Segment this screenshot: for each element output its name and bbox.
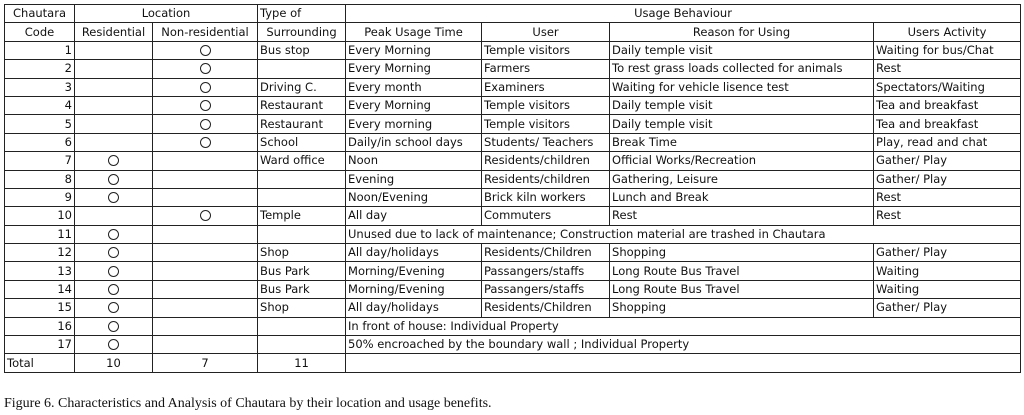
- non-residential-cell: [153, 336, 258, 354]
- circle-mark-icon: [108, 229, 119, 240]
- chautara-code: 2: [5, 60, 75, 78]
- table-row: [5, 78, 1021, 96]
- circle-mark-icon: [200, 45, 211, 56]
- peak-usage-time: Daily/in school days: [346, 133, 482, 151]
- non-residential-cell: [153, 262, 258, 280]
- reason-for-using: To rest grass loads collected for animals: [610, 60, 874, 78]
- circle-mark-icon: [108, 339, 119, 350]
- reason-for-using: Daily temple visit: [610, 96, 874, 114]
- peak-usage-time: Every Morning: [346, 96, 482, 114]
- reason-for-using: Long Route Bus Travel: [610, 280, 874, 298]
- surrounding-type: [258, 317, 346, 335]
- reason-for-using: Daily temple visit: [610, 41, 874, 59]
- user: Examiners: [482, 78, 610, 96]
- usage-note: Unused due to lack of maintenance; Construction material are trashed in Chautara: [346, 225, 1021, 243]
- peak-usage-time: Noon/Evening: [346, 188, 482, 206]
- non-residential-cell: [153, 152, 258, 170]
- surrounding-type: Bus Park: [258, 262, 346, 280]
- residential-cell: [75, 280, 153, 298]
- table-row: [5, 336, 1021, 354]
- users-activity: Waiting: [874, 280, 1021, 298]
- figure-table-wrapper: [4, 4, 1020, 373]
- user: Temple visitors: [482, 96, 610, 114]
- non-residential-cell: [153, 41, 258, 59]
- surrounding-type: School: [258, 133, 346, 151]
- table-row: [5, 225, 1021, 243]
- peak-usage-time: Every Morning: [346, 60, 482, 78]
- table-row: [5, 244, 1021, 262]
- chautara-code: 17: [5, 336, 75, 354]
- surrounding-type: [258, 170, 346, 188]
- chautara-code: 7: [5, 152, 75, 170]
- residential-cell: [75, 225, 153, 243]
- circle-mark-icon: [200, 100, 211, 111]
- table-row: [5, 188, 1021, 206]
- chautara-code: 13: [5, 262, 75, 280]
- peak-usage-time: All day: [346, 207, 482, 225]
- peak-usage-time: All day/holidays: [346, 299, 482, 317]
- residential-cell: [75, 60, 153, 78]
- header-users-activity: Users Activity: [874, 23, 1021, 41]
- figure-caption: Figure 6. Characteristics and Analysis of Chautara by their location and usage benefits.: [4, 396, 492, 411]
- header-non-residential: Non-residential: [153, 23, 258, 41]
- peak-usage-time: Every Morning: [346, 41, 482, 59]
- chautara-code: 5: [5, 115, 75, 133]
- header-type-bottom: Surrounding: [258, 23, 346, 41]
- table-row: [5, 262, 1021, 280]
- users-activity: Gather/ Play: [874, 152, 1021, 170]
- non-residential-cell: [153, 317, 258, 335]
- circle-mark-icon: [108, 247, 119, 258]
- peak-usage-time: Noon: [346, 152, 482, 170]
- reason-for-using: Lunch and Break: [610, 188, 874, 206]
- total-non-residential: 7: [153, 354, 258, 372]
- total-residential: 10: [75, 354, 153, 372]
- non-residential-cell: [153, 225, 258, 243]
- circle-mark-icon: [108, 155, 119, 166]
- surrounding-type: Bus stop: [258, 41, 346, 59]
- header-code-bottom: Code: [5, 23, 75, 41]
- circle-mark-icon: [108, 266, 119, 277]
- residential-cell: [75, 133, 153, 151]
- usage-note: In front of house: Individual Property: [346, 317, 1021, 335]
- circle-mark-icon: [108, 174, 119, 185]
- surrounding-type: Temple: [258, 207, 346, 225]
- user: Students/ Teachers: [482, 133, 610, 151]
- header-reason: Reason for Using: [610, 23, 874, 41]
- table-row: [5, 280, 1021, 298]
- surrounding-type: Bus Park: [258, 280, 346, 298]
- reason-for-using: Break Time: [610, 133, 874, 151]
- header-code-top: Chautara: [5, 5, 75, 23]
- non-residential-cell: [153, 96, 258, 114]
- total-empty-cell: [346, 354, 1021, 372]
- peak-usage-time: Morning/Evening: [346, 262, 482, 280]
- users-activity: Gather/ Play: [874, 299, 1021, 317]
- users-activity: Tea and breakfast: [874, 115, 1021, 133]
- table-row: [5, 170, 1021, 188]
- surrounding-type: Ward office: [258, 152, 346, 170]
- header-row-1: [5, 5, 1021, 23]
- user: Commuters: [482, 207, 610, 225]
- header-peak-usage-time: Peak Usage Time: [346, 23, 482, 41]
- residential-cell: [75, 299, 153, 317]
- peak-usage-time: Every month: [346, 78, 482, 96]
- user: Temple visitors: [482, 115, 610, 133]
- residential-cell: [75, 78, 153, 96]
- residential-cell: [75, 115, 153, 133]
- residential-cell: [75, 244, 153, 262]
- table-row: [5, 317, 1021, 335]
- non-residential-cell: [153, 60, 258, 78]
- reason-for-using: Rest: [610, 207, 874, 225]
- surrounding-type: Restaurant: [258, 96, 346, 114]
- reason-for-using: Waiting for vehicle lisence test: [610, 78, 874, 96]
- circle-mark-icon: [108, 284, 119, 295]
- table-row: [5, 96, 1021, 114]
- user: Brick kiln workers: [482, 188, 610, 206]
- chautara-code: 14: [5, 280, 75, 298]
- chautara-code: 9: [5, 188, 75, 206]
- user: Passangers/staffs: [482, 262, 610, 280]
- residential-cell: [75, 207, 153, 225]
- user: Temple visitors: [482, 41, 610, 59]
- reason-for-using: Daily temple visit: [610, 115, 874, 133]
- chautara-code: 15: [5, 299, 75, 317]
- users-activity: Rest: [874, 188, 1021, 206]
- non-residential-cell: [153, 78, 258, 96]
- surrounding-type: [258, 188, 346, 206]
- chautara-code: 16: [5, 317, 75, 335]
- total-row: [5, 354, 1021, 372]
- residential-cell: [75, 96, 153, 114]
- reason-for-using: Official Works/Recreation: [610, 152, 874, 170]
- table-row: [5, 299, 1021, 317]
- table-row: [5, 133, 1021, 151]
- table-row: [5, 207, 1021, 225]
- circle-mark-icon: [108, 302, 119, 313]
- non-residential-cell: [153, 115, 258, 133]
- non-residential-cell: [153, 207, 258, 225]
- chautara-code: 4: [5, 96, 75, 114]
- non-residential-cell: [153, 170, 258, 188]
- chautara-code: 3: [5, 78, 75, 96]
- residential-cell: [75, 317, 153, 335]
- surrounding-type: Driving C.: [258, 78, 346, 96]
- residential-cell: [75, 188, 153, 206]
- circle-mark-icon: [108, 321, 119, 332]
- total-label: Total: [5, 354, 75, 372]
- surrounding-type: Shop: [258, 299, 346, 317]
- user: Residents/Children: [482, 299, 610, 317]
- chautara-code: 12: [5, 244, 75, 262]
- peak-usage-time: All day/holidays: [346, 244, 482, 262]
- users-activity: Play, read and chat: [874, 133, 1021, 151]
- users-activity: Waiting: [874, 262, 1021, 280]
- non-residential-cell: [153, 299, 258, 317]
- header-usage-behaviour: Usage Behaviour: [346, 5, 1021, 23]
- users-activity: Rest: [874, 60, 1021, 78]
- surrounding-type: [258, 336, 346, 354]
- header-user: User: [482, 23, 610, 41]
- circle-mark-icon: [108, 192, 119, 203]
- user: Residents/children: [482, 170, 610, 188]
- residential-cell: [75, 152, 153, 170]
- table-row: [5, 41, 1021, 59]
- header-residential: Residential: [75, 23, 153, 41]
- header-type-top: Type of: [258, 5, 346, 23]
- table-row: [5, 152, 1021, 170]
- circle-mark-icon: [200, 119, 211, 130]
- users-activity: Gather/ Play: [874, 170, 1021, 188]
- users-activity: Gather/ Play: [874, 244, 1021, 262]
- chautara-code: 1: [5, 41, 75, 59]
- table-row: [5, 60, 1021, 78]
- circle-mark-icon: [200, 137, 211, 148]
- residential-cell: [75, 41, 153, 59]
- chautara-table: [4, 4, 1021, 373]
- users-activity: Spectators/Waiting: [874, 78, 1021, 96]
- peak-usage-time: Every morning: [346, 115, 482, 133]
- chautara-code: 8: [5, 170, 75, 188]
- surrounding-type: [258, 60, 346, 78]
- total-type: 11: [258, 354, 346, 372]
- header-location: Location: [75, 5, 258, 23]
- reason-for-using: Shopping: [610, 299, 874, 317]
- circle-mark-icon: [200, 63, 211, 74]
- non-residential-cell: [153, 280, 258, 298]
- user: Farmers: [482, 60, 610, 78]
- table-row: [5, 115, 1021, 133]
- residential-cell: [75, 170, 153, 188]
- residential-cell: [75, 336, 153, 354]
- chautara-code: 10: [5, 207, 75, 225]
- reason-for-using: Gathering, Leisure: [610, 170, 874, 188]
- users-activity: Tea and breakfast: [874, 96, 1021, 114]
- user: Residents/Children: [482, 244, 610, 262]
- peak-usage-time: Evening: [346, 170, 482, 188]
- user: Residents/children: [482, 152, 610, 170]
- usage-note: 50% encroached by the boundary wall ; Individual Property: [346, 336, 1021, 354]
- non-residential-cell: [153, 188, 258, 206]
- circle-mark-icon: [200, 210, 211, 221]
- surrounding-type: [258, 225, 346, 243]
- chautara-code: 11: [5, 225, 75, 243]
- reason-for-using: Long Route Bus Travel: [610, 262, 874, 280]
- circle-mark-icon: [200, 82, 211, 93]
- users-activity: Waiting for bus/Chat: [874, 41, 1021, 59]
- surrounding-type: Restaurant: [258, 115, 346, 133]
- header-row-2: [5, 23, 1021, 41]
- peak-usage-time: Morning/Evening: [346, 280, 482, 298]
- surrounding-type: Shop: [258, 244, 346, 262]
- chautara-code: 6: [5, 133, 75, 151]
- reason-for-using: Shopping: [610, 244, 874, 262]
- users-activity: Rest: [874, 207, 1021, 225]
- user: Passangers/staffs: [482, 280, 610, 298]
- non-residential-cell: [153, 244, 258, 262]
- non-residential-cell: [153, 133, 258, 151]
- residential-cell: [75, 262, 153, 280]
